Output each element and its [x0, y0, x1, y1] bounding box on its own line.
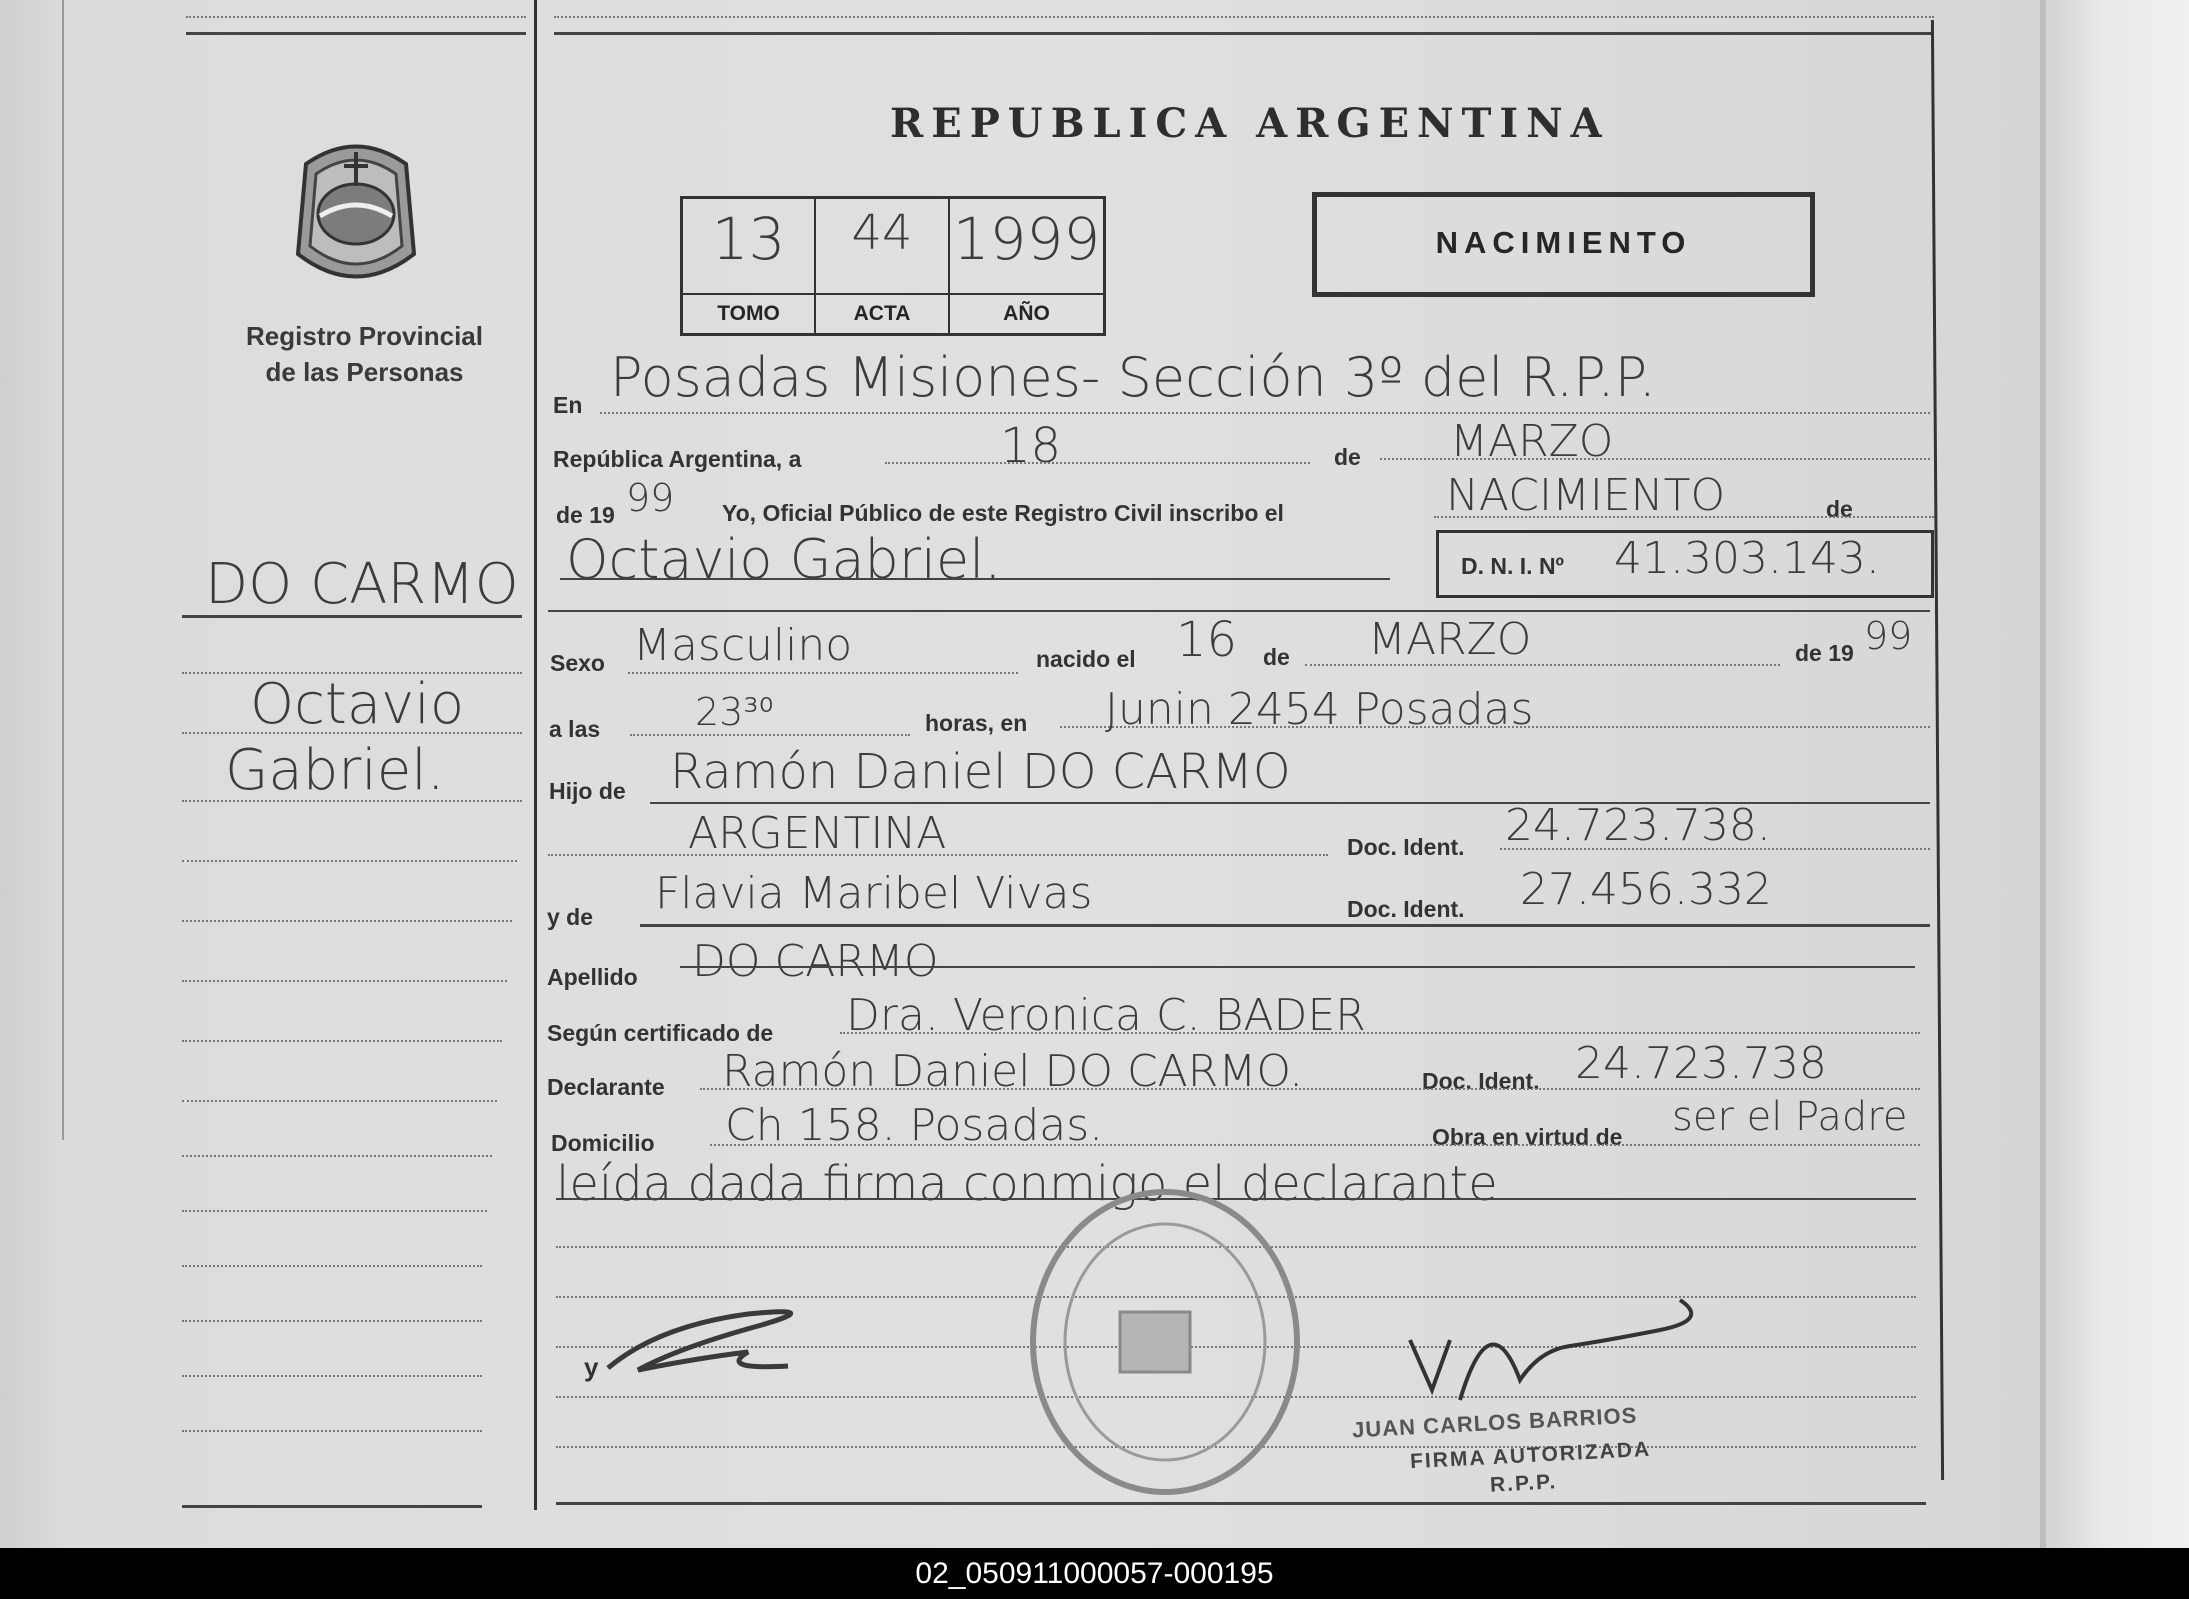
yo-text: Yo, Oficial Público de este Registro Civil inscribo el [722, 500, 1284, 526]
year-suffix: 99 [626, 476, 675, 520]
month-value: MARZO [1450, 416, 1614, 467]
alas-label: a las [549, 716, 601, 742]
dni-value: 41.303.143. [1614, 533, 1880, 584]
obra-value: ser el Padre [1672, 1094, 1908, 1140]
declarante-doc-value: 24.723.738 [1575, 1038, 1827, 1089]
provincial-seal-icon [286, 134, 426, 294]
mother-doc-value: 27.456.332 [1520, 864, 1772, 915]
page-edge-shadow [2040, 0, 2046, 1548]
y-label: y [584, 1352, 599, 1382]
margin-name1: Octavio [250, 672, 465, 737]
father-name-value: Ramón Daniel DO CARMO [670, 744, 1291, 800]
republica-label: República Argentina, a [553, 446, 802, 472]
day-value: 18 [1000, 418, 1062, 474]
certificado-value: Dra. Veronica C. BADER [846, 990, 1366, 1041]
birth-year-suffix: 99 [1864, 614, 1913, 658]
registry-name [232, 318, 497, 390]
obra-label: Obra en virtud de [1432, 1124, 1623, 1150]
domicilio-label: Domicilio [551, 1130, 655, 1156]
nacido-label: nacido el [1036, 646, 1136, 672]
document-title: REPUBLICA ARGENTINA [890, 100, 1610, 147]
birth-place-value: Junin 2454 Posadas [1105, 684, 1534, 735]
hora-value: 23³⁰ [695, 690, 774, 734]
registry-name-line1: Registro Provincial [246, 321, 483, 351]
father-doc-label: Doc. Ident. [1347, 834, 1465, 860]
dni-box [1436, 530, 1934, 598]
anio-label: AÑO [950, 293, 1103, 333]
de-label-2: de [1826, 496, 1853, 522]
acta-label: ACTA [816, 293, 948, 333]
declarante-value: Ramón Daniel DO CARMO. [722, 1046, 1304, 1097]
left-fold-line [62, 0, 64, 1140]
margin-surname: DO CARMO [205, 552, 519, 617]
margin-surname-rule [182, 615, 522, 618]
apellido-value: DO CARMO [692, 936, 939, 987]
father-nationality-value: ARGENTINA [688, 808, 947, 859]
en-value: Posadas Misiones- Sección 3º del R.P.P. [610, 346, 1656, 409]
dni-label: D. N. I. Nº [1461, 553, 1564, 579]
official-round-stamp-icon [1020, 1182, 1310, 1502]
top-dotted-right [554, 16, 1934, 18]
de-label-1: de [1334, 444, 1361, 470]
hijo-label: Hijo de [549, 778, 626, 804]
margin-name2: Gabriel. [225, 738, 445, 803]
record-number-table [680, 196, 1106, 336]
top-dotted-left [186, 16, 526, 18]
top-rule-left [186, 32, 526, 35]
leida-value: leída dada firma conmigo el declarante [556, 1156, 1498, 1212]
firma-autorizada-label: FIRMA AUTORIZADA [1409, 1437, 1652, 1474]
yde-label: y de [547, 904, 594, 930]
registry-name-line2: de las Personas [265, 357, 464, 387]
mother-doc-label: Doc. Ident. [1347, 896, 1465, 922]
sexo-value: Masculino [633, 620, 853, 671]
record-type-label: NACIMIENTO [1435, 225, 1692, 260]
en-label: En [553, 392, 583, 418]
official-name: JUAN CARLOS BARRIOS [1351, 1402, 1638, 1443]
image-caption: 02_050911000057-000195 [0, 1548, 2189, 1599]
record-type-box [1312, 192, 1815, 297]
de-label-3: de [1263, 644, 1290, 670]
mother-name-value: Flavia Maribel Vivas [655, 868, 1093, 919]
father-doc-value: 24.723.738. [1505, 800, 1771, 851]
tomo-label: TOMO [683, 293, 814, 333]
sexo-label: Sexo [550, 650, 605, 676]
declarante-doc-label: Doc. Ident. [1422, 1068, 1540, 1094]
tomo-cell [683, 199, 816, 333]
domicilio-value: Ch 158. Posadas. [725, 1100, 1104, 1151]
certificado-label: Según certificado de [547, 1020, 774, 1046]
inscribe-value: NACIMIENTO [1446, 470, 1726, 521]
birth-month-value: MARZO [1368, 614, 1532, 665]
rpp-label: R.P.P. [1489, 1470, 1558, 1497]
form-right-border [1931, 20, 1944, 1480]
de19-label: de 19 [556, 502, 615, 528]
top-rule-right [554, 32, 1934, 35]
tomo-value: 13 [711, 205, 786, 273]
anio-cell [950, 199, 1103, 333]
column-divider [534, 0, 537, 1510]
child-name-value: Octavio Gabriel. [566, 528, 1002, 591]
anio-value: 1999 [952, 205, 1101, 273]
apellido-label: Apellido [547, 964, 638, 990]
declarant-signature-icon [598, 1296, 838, 1396]
de19-label-2: de 19 [1795, 640, 1854, 666]
acta-value: 44 [851, 205, 913, 261]
acta-cell [816, 199, 950, 333]
birth-day-value: 16 [1176, 612, 1238, 668]
declarante-label: Declarante [547, 1074, 665, 1100]
horas-label: horas, en [925, 710, 1028, 736]
